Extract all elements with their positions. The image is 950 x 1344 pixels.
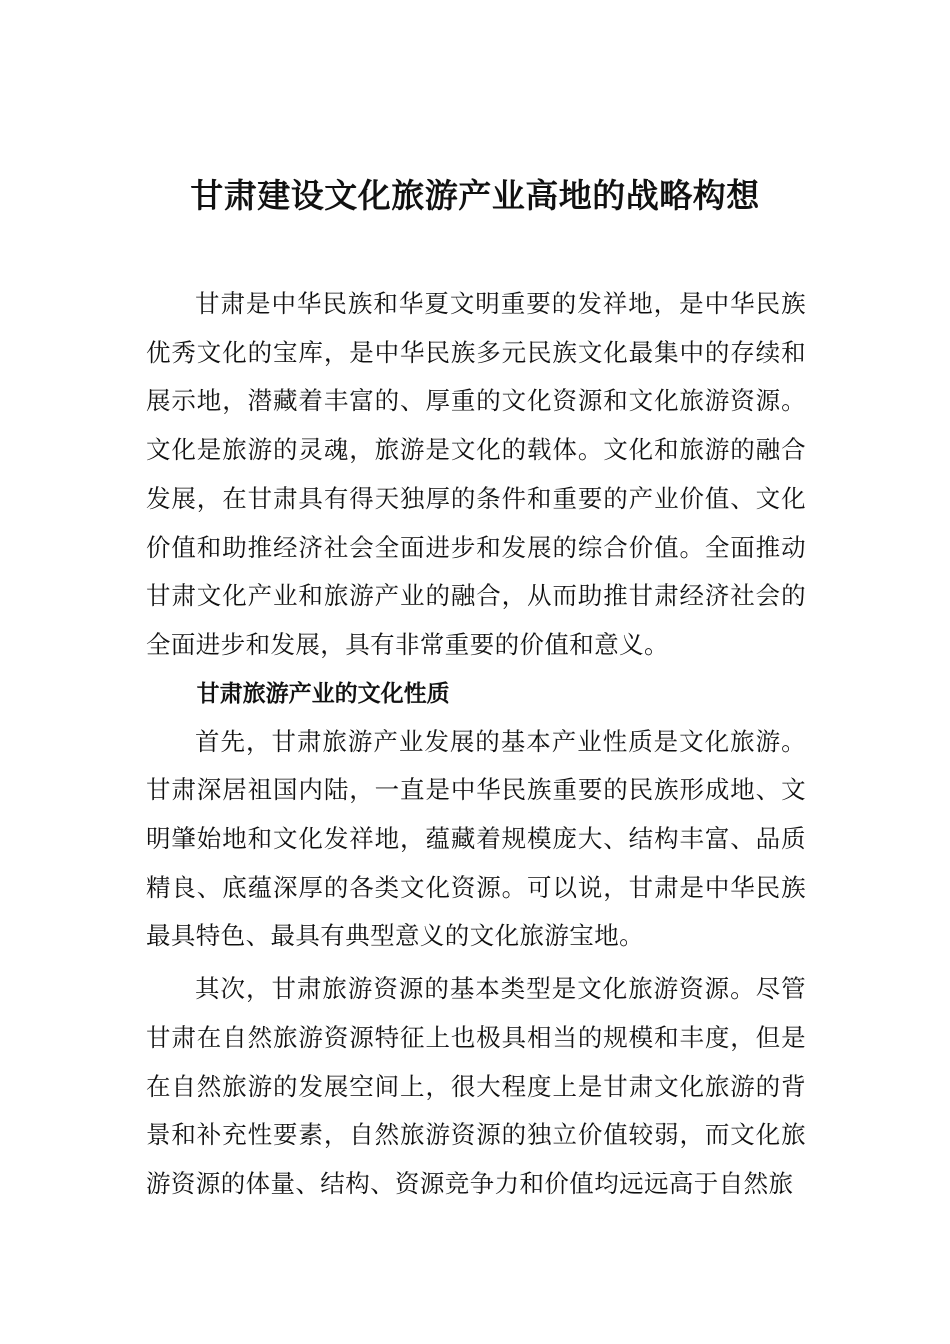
second-point-paragraph: 其次，甘肃旅游资源的基本类型是文化旅游资源。尽管甘肃在自然旅游资源特征上也极具相当的规模和丰度，但是在自然旅游的发展空间上，很大程度上是甘肃文化旅游的背景和补充性要素，自然旅游资源的独立价值较弱，而文化旅游资源的体量、结构、资源竞争力和价值均远远高于自然旅: [146, 974, 806, 1198]
first-point-paragraph: 首先，甘肃旅游产业发展的基本产业性质是文化旅游。甘肃深居祖国内陆，一直是中华民族重要的民族形成地、文明肇始地和文化发祥地，蕴藏着规模庞大、结构丰富、品质精良、底蕴深厚的各类文化资源。可以说，甘肃是中华民族最具特色、最具有典型意义的文化旅游宝地。: [146, 726, 806, 951]
intro-paragraph: 甘肃是中华民族和华夏文明重要的发祥地，是中华民族优秀文化的宝库，是中华民族多元民族文化最集中的存续和展示地，潜藏着丰富的、厚重的文化资源和文化旅游资源。文化是旅游的灵魂，旅游是文化的载体。文化和旅游的融合发展，在甘肃具有得天独厚的条件和重要的产业价值、文化价值和助推经济社会全面进步和发展的综合价值。全面推动甘肃文化产业和旅游产业的融合，从而助推甘肃经济社会的全面进步和发展，具有非常重要的价值和意义。: [146, 289, 806, 659]
section-heading: 甘肃旅游产业的文化性质: [196, 680, 450, 707]
document-body: [146, 280, 806, 1209]
document-title: 甘肃建设文化旅游产业高地的战略构想: [190, 176, 760, 215]
